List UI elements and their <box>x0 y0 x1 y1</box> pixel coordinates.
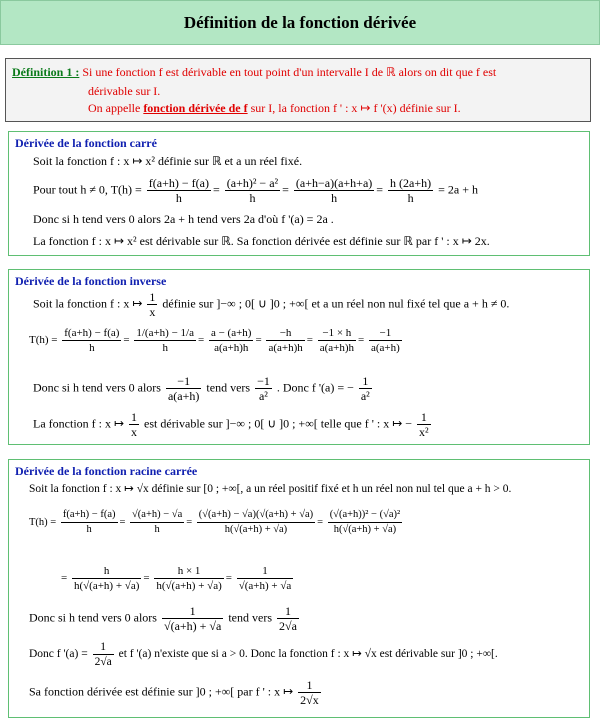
definition-label: Définition 1 : <box>12 65 80 79</box>
inverse-line-4: La fonction f : x ↦ $\frac{1}{x}$ est dérivable sur ]−∞ ; 0[ ∪ ]0 ; +∞[ telle que f ' : x ↦ − $\frac{1}{\text{x²}}$ <box>33 410 429 439</box>
square-formula: Pour tout h ≠ 0, T(h) = $\frac{f(a+h) - f(a)}{h}$ = $\frac{\text{(a+h)² − a²}}{h}$ = $\frac{(a+h-a)(a+h+a)}{h}$ = $\frac{h (2a+h)}{h}$ = 2a + h <box>33 176 479 205</box>
square-frac-2: $\frac{\text{(a+h)² − a²}}{h}$ <box>226 176 279 205</box>
square-line-1: Soit la fonction f : x ↦ x² définie sur ℝ et a un réel fixé. <box>33 154 303 168</box>
definition-line-2: dérivable sur I. <box>88 84 161 98</box>
section-square-root <box>8 459 590 718</box>
square-frac-3: $\frac{(a+h-a)(a+h+a)}{h}$ <box>295 176 373 205</box>
root-line-4: Donc f '(a) = $\frac{1}{2√a}$ et f '(a) n'existe que si a > 0. Donc la fonction f : x ↦ √x est dérivable sur ]0 ; +∞[. <box>29 641 498 668</box>
root-heading: Dérivée de la fonction racine carrée <box>15 464 198 478</box>
definition-key-term: fonction dérivée de f <box>143 101 248 115</box>
section-inverse <box>8 269 590 445</box>
square-line-4: La fonction f : x ↦ x² est dérivable sur ℝ. Sa fonction dérivée est définie sur ℝ par f ' : x ↦ 2x. <box>33 234 490 248</box>
definition-box <box>5 58 591 122</box>
definition-line-1: Si une fonction f est dérivable en tout point d'un intervalle I de ℝ alors on dit que f est <box>82 65 497 79</box>
square-frac-1: $\frac{f(a+h) - f(a)}{h}$ <box>148 176 209 205</box>
square-frac-4: $\frac{h (2a+h)}{h}$ <box>390 176 432 205</box>
inverse-formula: T(h) = $\frac{f(a+h) - f(a)}{h}$ = $\frac{1/(a+h) - 1/a}{h}$ = $\frac{a - (a+h)}{a(a+h)h}$ = $\frac{-h}{a(a+h)h}$ = $\frac{-1 \times h}{a(a+h)h}$ = $\frac{-1}{a(a+h)}$ <box>29 327 400 354</box>
definition-line-3-pre: On appelle <box>88 101 141 115</box>
root-formula-1: T(h) = $\frac{f(a+h) - f(a)}{h}$ = $\frac{√(a+h) - √a}{h}$ = $\frac{(√(a+h) - √a)(√(a+h) + √a)}{h(√(a+h) + √a)}$ = $\frac{\text{(√(a+h))² − (√a)²}}{h(√(a+h) + √a)}$ <box>29 509 401 535</box>
root-line-3: Donc si h tend vers 0 alors $\frac{1}{√(a+h) + √a}$ tend vers $\frac{1}{2√a}$ <box>29 604 297 633</box>
inverse-line-3: Donc si h tend vers 0 alors $\frac{-1}{a(a+h)}$ tend vers $\frac{-1}{\text{a²}}$ . Donc f '(a) = − $\frac{1}{\text{a²}}$ <box>33 374 370 403</box>
square-line-3: Donc si h tend vers 0 alors 2a + h tend vers 2a d'où f '(a) = 2a . <box>33 212 334 226</box>
inverse-line-1: Soit la fonction f : x ↦ $\frac{1}{x}$ définie sur ]−∞ ; 0[ ∪ ]0 ; +∞[ et a un réel non nul fixé tel que a + h ≠ 0. <box>33 290 510 319</box>
page-title: Définition de la fonction dérivée <box>0 0 600 45</box>
root-line-1: Soit la fonction f : x ↦ √x définie sur [0 ; +∞[, a un réel positif fixé et h un réel non nul tel que a + h > 0. <box>29 483 512 495</box>
inverse-heading: Dérivée de la fonction inverse <box>15 274 167 288</box>
square-heading: Dérivée de la fonction carré <box>15 136 157 150</box>
root-formula-2: = $\frac{h}{h(√(a+h) + √a)}$ = $\frac{h \times 1}{h(√(a+h) + √a)}$ = $\frac{1}{√(a+h) + √a}$ <box>61 565 292 592</box>
section-square <box>8 131 590 256</box>
root-line-5: Sa fonction dérivée est définie sur ]0 ; +∞[ par f ' : x ↦ $\frac{1}{2√x}$ <box>29 678 319 707</box>
definition-line-3-post: sur I, la fonction f ' : x ↦ f '(x) définie sur I. <box>250 101 461 115</box>
